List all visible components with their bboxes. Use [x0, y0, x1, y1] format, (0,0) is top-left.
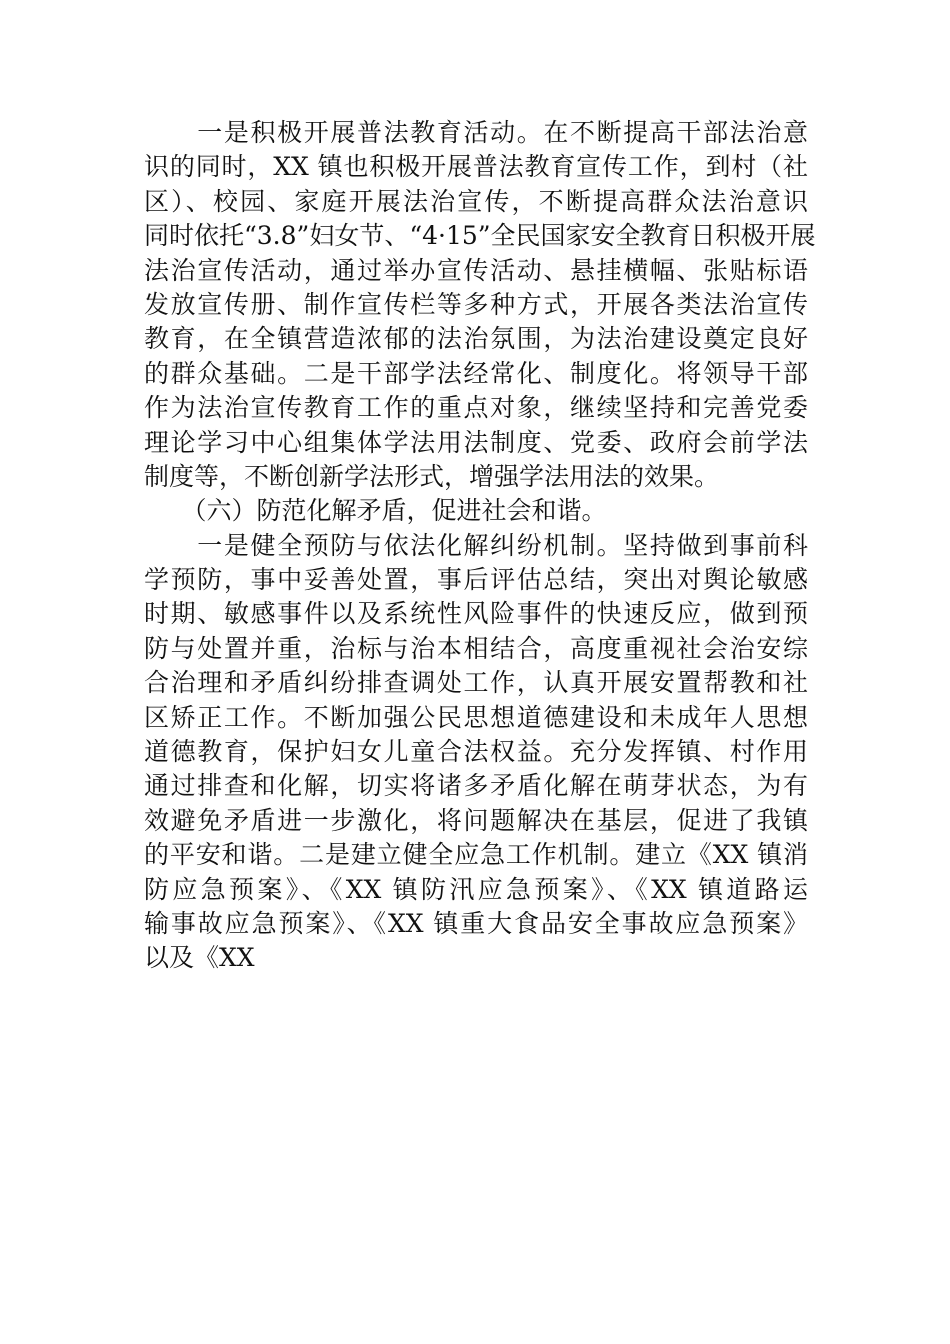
- text-line-13: 一是健全预防与依法化解纠纷机制。坚持做到事前科: [144, 530, 808, 560]
- text-line-21: 效避免矛盾进一步激化，将问题解决在基层，促进了我镇: [144, 805, 808, 835]
- text-line-19: 道德教育，保护妇女儿童合法权益。充分发挥镇、村作用: [144, 737, 808, 767]
- text-line-25: 以及《XX: [144, 943, 255, 973]
- text-line-1: 一是积极开展普法教育活动。在不断提高干部法治意: [144, 118, 808, 147]
- text-line-4: 同时依托“3.8”妇女节、“4·15”全民国家安全教育日积极开展: [144, 221, 816, 251]
- text-line-9: 作为法治宣传教育工作的重点对象，继续坚持和完善党委: [144, 393, 808, 423]
- text-line-7: 教育，在全镇营造浓郁的法治氛围，为法治建设奠定良好: [144, 324, 808, 354]
- text-line-11: 制度等，不断创新学法形式，增强学法用法的效果。: [144, 461, 720, 491]
- text-line-18: 区矫正工作。不断加强公民思想道德建设和未成年人思想: [144, 702, 808, 732]
- text-line-20: 通过排查和化解，切实将诸多矛盾化解在萌芽状态，为有: [144, 771, 808, 801]
- text-line-22: 的平安和谐。二是建立健全应急工作机制。建立《XX 镇消: [144, 840, 808, 870]
- text-line-14: 学预防，事中妥善处置，事后评估总结，突出对舆论敏感: [144, 565, 808, 595]
- text-line-16: 防与处置并重，治标与治本相结合，高度重视社会治安综: [144, 633, 808, 663]
- text-line-3: 区）、校园、家庭开展法治宣传，不断提高群众法治意识: [144, 186, 808, 216]
- text-line-6: 发放宣传册、制作宣传栏等多种方式，开展各类法治宣传: [144, 289, 808, 319]
- text-line-8: 的群众基础。二是干部学法经常化、制度化。将领导干部: [144, 358, 808, 388]
- text-line-5: 法治宣传活动，通过举办宣传活动、悬挂横幅、张贴标语: [144, 255, 808, 285]
- text-line-2: 识的同时，XX 镇也积极开展普法教育宣传工作，到村（社: [144, 152, 808, 182]
- text-line-17: 合治理和矛盾纠纷排查调处工作，认真开展安置帮教和社: [144, 668, 808, 698]
- document-body: [144, 116, 816, 976]
- text-line-23: 防应急预案》、《XX 镇防汛应急预案》、《XX 镇道路运: [144, 874, 808, 904]
- text-line-15: 时期、敏感事件以及系统性风险事件的快速反应，做到预: [144, 599, 808, 629]
- text-line-10: 理论学习中心组集体学法用法制度、党委、政府会前学法: [144, 427, 808, 457]
- section-heading: （六）防范化解矛盾，促进社会和谐。: [144, 496, 607, 526]
- text-line-24: 输事故应急预案》、《XX 镇重大食品安全事故应急预案》: [144, 908, 808, 938]
